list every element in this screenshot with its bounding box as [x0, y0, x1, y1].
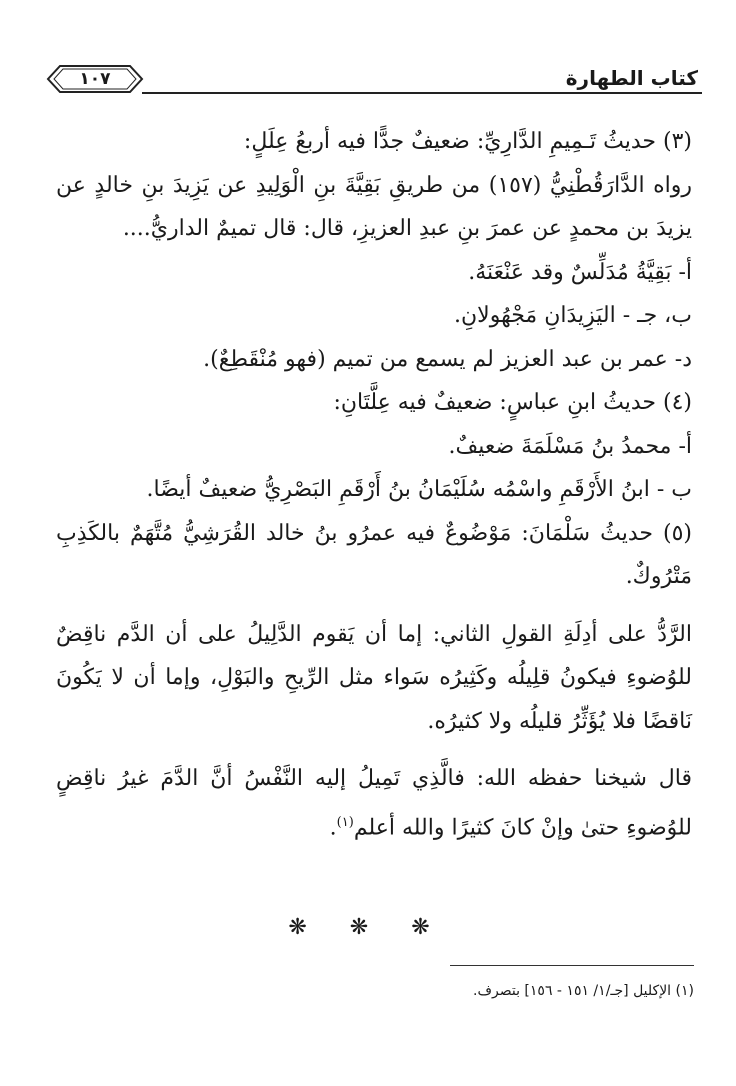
hadith-4-heading: (٤) حديثُ ابنِ عباسٍ: ضعيفٌ فيه عِلَّتَانِ:	[333, 390, 692, 415]
page-number: ١٠٧	[79, 69, 111, 89]
footnote-rule	[450, 965, 694, 966]
footnote-ref: (١)	[336, 814, 354, 830]
hadith-3-narration: رواه الدَّارَقُطْنِيُّ (١٥٧) من طريقِ بَقِيَّةَ بنِ الْوَلِيدِ عن يَزِيدَ بنِ خالدٍ عن يزيدَ بن محمدٍ عن عمرَ بنِ عبدِ العزيزِ، قال: قال تميمٌ الداريُّ....	[56, 172, 692, 241]
page-header	[38, 60, 702, 100]
section-separator: ❋ ❋ ❋	[288, 915, 448, 940]
defect-d: د- عمر بن عبد العزيز لم يسمع من تميم (فهو مُنْقَطِعٌ).	[203, 346, 692, 372]
conclusion-text: قال شيخنا حفظه الله: فالَّذِي تَمِيلُ إليه النَّفْسُ أنَّ الدَّمَ غيرُ ناقِضٍ للوُضوءِ حتىٰ وإنْ كانَ كثيرًا والله أعلم	[56, 766, 692, 840]
defect-b-c: ب، جـ - اليَزِيدَانِ مَجْهُولانِ.	[454, 303, 692, 328]
conclusion-paragraph	[56, 757, 692, 849]
defect-a: أ- بَقِيَّةُ مُدَلِّسٌ وقد عَنْعَنَهُ.	[468, 259, 692, 285]
hadith-3-heading: (٣) حديثُ تَـمِيمِ الدَّارِيِّ: ضعيفٌ جدًّا فيه أربعُ عِلَلٍ:	[243, 129, 692, 154]
book-title: كتاب الطهارة	[565, 66, 698, 90]
footnote: (١) الإكليل [جـ/١/ ١٥١ - ١٥٦] بتصرف.	[473, 983, 694, 999]
hadith-4-defect-b: ب - ابنُ الأَرْقَمِ واسْمُه سُلَيْمَانُ بنُ أَرْقَمِ البَصْرِيُّ ضعيفٌ أيضًا.	[146, 477, 692, 502]
rebuttal-paragraph: الرَّدُّ على أدِلَةِ القولِ الثاني: إما أن يَقوم الدَّلِيلُ على أن الدَّم ناقِضٌ للوُضوءِ فيكونُ قلِيلُه وكَثِيرُه سَواء مثل الرِّيحِ والبَوْلِ، وإما أن لا يَكُونَ نَاقضًا فلا يُؤَثِّرُ قليلُه ولا كثيرُه.	[56, 621, 692, 734]
hadith-4-defect-a: أ- محمدُ بنُ مَسْلَمَةَ ضعيفٌ.	[448, 433, 692, 459]
conclusion-end: .	[329, 814, 337, 840]
hadith-5-heading: (٥) حديثُ سَلْمَانَ: مَوْضُوعٌ فيه عمرُو بنُ خالد القُرَشِيُّ مُتَّهَمٌ بالكَذِبِ مَتْرُوكٌ.	[56, 520, 692, 589]
header-rule	[142, 92, 702, 94]
page-body	[56, 120, 692, 849]
page-number-badge	[46, 64, 144, 94]
